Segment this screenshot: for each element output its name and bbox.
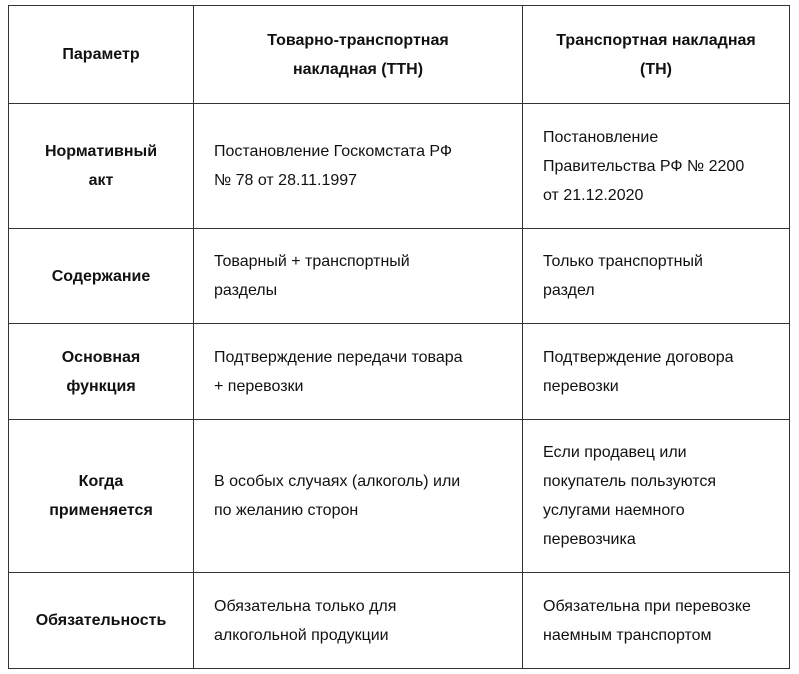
table-row (9, 229, 790, 324)
row-param-obligation (9, 573, 194, 669)
row-param-when-applied (9, 420, 194, 573)
row-param-text: Содержание (51, 267, 151, 285)
row-param-content (9, 229, 194, 324)
header-parameter (9, 6, 194, 104)
table-row (9, 573, 790, 669)
row-ttn-text: Постановление Госкомстата РФ № 78 от 28.11.1997 (214, 143, 453, 189)
header-tn-text: Транспортная накладная (ТН) (556, 31, 756, 78)
row-ttn-value (194, 573, 523, 669)
row-tn-value (523, 420, 790, 573)
row-param-text: Когда применяется (49, 473, 153, 519)
row-ttn-value (194, 229, 523, 324)
header-parameter-text: Параметр (62, 46, 140, 63)
row-tn-value (523, 573, 790, 669)
row-ttn-value (194, 324, 523, 420)
row-tn-value (523, 324, 790, 420)
row-tn-text: Постановление Правительства РФ № 2200 от 21.12.2020 (543, 128, 745, 204)
row-ttn-text: Обязательна только для алкогольной продукции (214, 597, 397, 644)
header-tn (523, 6, 790, 104)
row-ttn-text: В особых случаях (алкоголь) или по желанию сторон (214, 473, 461, 519)
table-header-row (9, 6, 790, 104)
table-row (9, 104, 790, 229)
row-ttn-value (194, 104, 523, 229)
row-param-main-function (9, 324, 194, 420)
row-param-normative-act (9, 104, 194, 229)
row-tn-text: Только транспортный раздел (543, 253, 703, 299)
row-tn-value (523, 104, 790, 229)
row-tn-text: Если продавец или покупатель пользуются услугами наемного перевозчика (543, 444, 717, 548)
header-ttn (194, 6, 523, 104)
row-tn-text: Обязательна при перевозке наемным транспортом (543, 597, 751, 644)
row-param-text: Нормативный акт (44, 143, 158, 189)
row-ttn-text: Товарный + транспортный разделы (214, 253, 410, 299)
table-row (9, 420, 790, 573)
header-ttn-text: Товарно-транспортная накладная (ТТН) (267, 31, 449, 78)
row-tn-text: Подтверждение договора перевозки (543, 348, 734, 395)
comparison-table-container (8, 5, 789, 668)
row-param-text: Обязательность (35, 612, 167, 629)
table-row (9, 324, 790, 420)
row-tn-value (523, 229, 790, 324)
row-param-text: Основная функция (61, 348, 141, 395)
comparison-table (8, 5, 790, 669)
row-ttn-text: Подтверждение передачи товара + перевозки (214, 348, 463, 395)
row-ttn-value (194, 420, 523, 573)
